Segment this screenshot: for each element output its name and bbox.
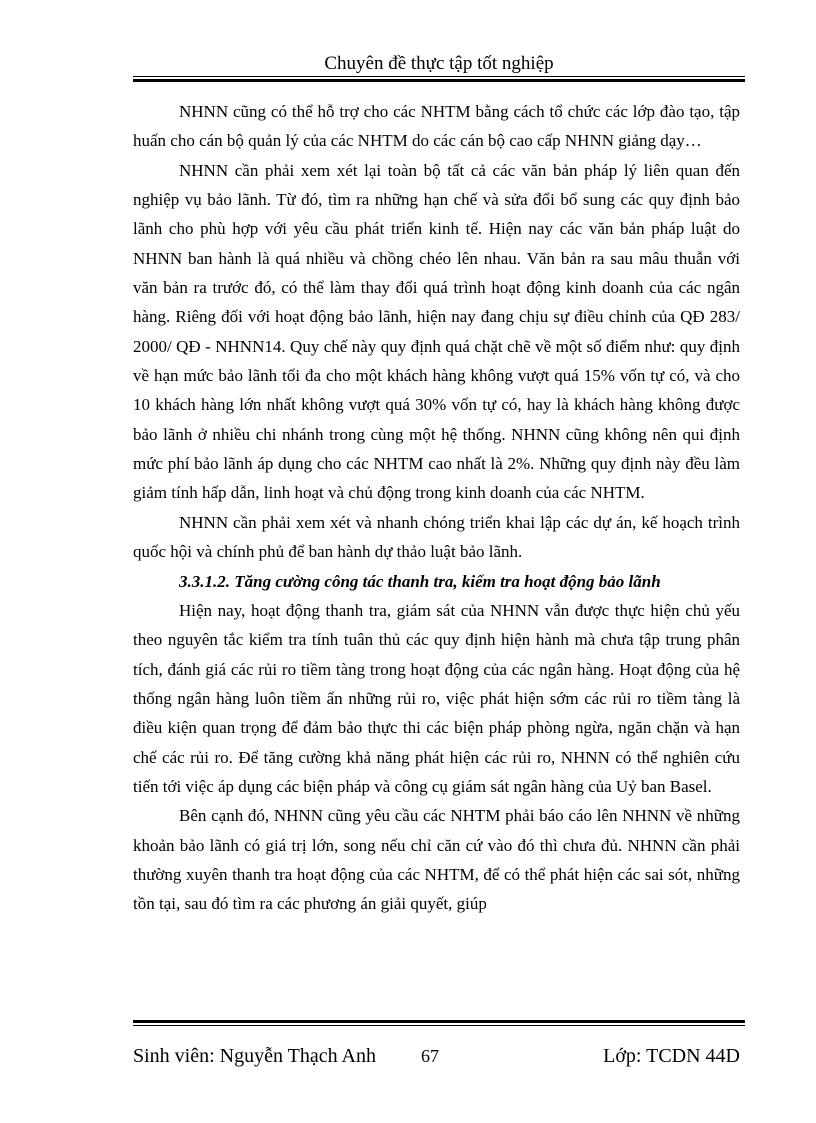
paragraph-guarantee-law: NHNN cần phải xem xét và nhanh chóng triển khai lập các dự án, kế hoạch trình quốc hội và chính phủ để ban hành dự thảo luật bảo lãnh.	[133, 512, 740, 562]
footer-student-name: Sinh viên: Nguyễn Thạch Anh	[133, 1045, 376, 1067]
paragraph-inspection: Hiện nay, hoạt động thanh tra, giám sát của NHNN vẫn được thực hiện chủ yếu theo nguyên tắc kiểm tra tính tuân thủ các quy định hiện hành mà chưa tập trung phân tích, đánh giá các rủi ro tiềm tàng trong hoạt động của các ngân hàng. Hoạt động của hệ thống ngân hàng luôn tiềm ẩn những rủi ro, việc phát hiện sớm các rủi ro tiềm tàng là điều kiện quan trọng để đảm bảo thực thi các biện pháp phòng ngừa, ngăn chặn và hạn chế các rủi ro. Để tăng cường khả năng phát hiện các rủi ro, NHNN có thể nghiên cứu tiến tới việc áp dụng các biện pháp và công cụ giám sát ngân hàng của Uỷ ban Basel.	[133, 600, 740, 796]
page-header-title: Chuyên đề thực tập tốt nghiệp	[324, 53, 554, 74]
paragraph-training: NHNN cũng có thể hỗ trợ cho các NHTM bằng cách tổ chức các lớp đào tạo, tập huấn cho cán bộ quản lý của các NHTM do các cán bộ cao cấp NHNN giảng dạy…	[133, 102, 740, 151]
section-heading: 3.3.1.2. Tăng cường công tác thanh tra, kiểm tra hoạt động bảo lãnh	[179, 571, 661, 591]
paragraph-reporting: Bên cạnh đó, NHNN cũng yêu cầu các NHTM phải báo cáo lên NHNN về những khoản bảo lãnh có giá trị lớn, song nếu chỉ căn cứ vào đó thì chưa đủ. NHNN cần phải thường xuyên thanh tra hoạt động của các NHTM, để có thể phát hiện các sai sót, những tồn tại, sau đó tìm ra các phương án giải quyết, giúp	[133, 806, 740, 914]
footer-page-number: 67	[421, 1046, 439, 1066]
header-rule-thin	[133, 76, 745, 77]
footer-class: Lớp: TCDN 44D	[603, 1045, 740, 1067]
footer-rule-thick	[133, 1020, 745, 1023]
footer-rule-thin	[133, 1025, 745, 1026]
header-rule-thick	[133, 79, 745, 82]
document-body	[133, 97, 740, 919]
paragraph-legal-review: NHNN cần phải xem xét lại toàn bộ tất cả các văn bản pháp lý liên quan đến nghiệp vụ bảo lãnh. Từ đó, tìm ra những hạn chế và sửa đổi bổ sung các quy định bảo lãnh cho phù hợp với yêu cầu phát triển kinh tế. Hiện nay các văn bản pháp luật do NHNN ban hành là quá nhiều và chồng chéo lên nhau. Văn bản ra sau mâu thuẫn với văn bản ra trước đó, có thể làm thay đổi quá trình hoạt động kinh doanh của các ngân hàng. Riêng đối với hoạt động bảo lãnh, hiện nay đang chịu sự điều chỉnh của QĐ 283/ 2000/ QĐ - NHNN14. Quy chế này quy định quá chặt chẽ về một số điểm như: quy định về hạn mức bảo lãnh tối đa cho một khách hàng không vượt quá 15% vốn tự có, và cho 10 khách hàng lớn nhất không vượt quá 30% vốn tự có, hay là khách hàng không được bảo lãnh ở nhiều chi nhánh trong cùng một hệ thống. NHNN cũng không nên qui định mức phí bảo lãnh áp dụng cho các NHTM cao nhất là 2%. Những quy định này đều làm giảm tính hấp dẫn, linh hoạt và chủ động trong kinh doanh của các NHTM.	[133, 160, 740, 503]
